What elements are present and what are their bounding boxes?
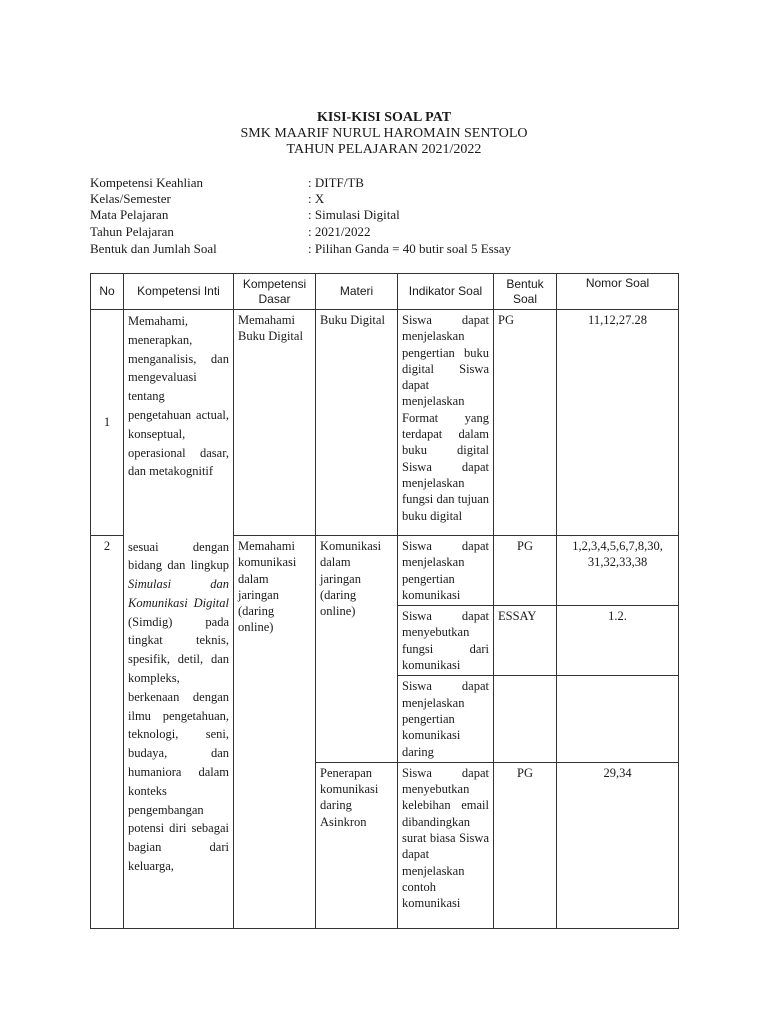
kompetensi-dasar: Memahami Buku Digital — [234, 310, 316, 536]
materi: Komunikasi dalam jaringan (daring online) — [316, 536, 398, 763]
school-name: SMK MAARIF NURUL HAROMAIN SENTOLO — [240, 126, 528, 141]
kompetensi-inti-part2 — [124, 536, 234, 929]
indikator-soal: Siswa dapat menjelaskan pengertian komunikasi daring — [398, 676, 494, 762]
materi: Penerapan komunikasi daring Asinkron — [316, 762, 398, 928]
nomor-soal: 11,12,27.28 — [557, 310, 679, 536]
indikator-soal: Siswa dapat menyebutkan fungsi dari komunikasi — [398, 606, 494, 676]
nomor-soal — [557, 676, 679, 762]
meta-label: Tahun Pelajaran — [90, 224, 174, 239]
header-ki: Kompetensi Inti — [124, 274, 234, 310]
header-bentuk: Bentuk Soal — [494, 274, 557, 310]
header-kd: Kompetensi Dasar — [234, 274, 316, 310]
ki-text: sesuai dengan bidang dan lingkup — [128, 539, 229, 573]
meta-value: : DITF/TB — [308, 175, 364, 190]
meta-label: Kelas/Semester — [90, 191, 171, 206]
kompetensi-dasar: Memahami komunikasi dalam jaringan (daring online) — [234, 536, 316, 929]
indikator-soal: Siswa dapat menjelaskan pengertian komunikasi — [398, 536, 494, 606]
header-nomor: Nomor Soal — [557, 274, 679, 310]
header-indikator: Indikator Soal — [398, 274, 494, 310]
bentuk-soal — [494, 676, 557, 762]
nomor-soal: 1,2,3,4,5,6,7,8,30, 31,32,33,38 — [557, 536, 679, 606]
bentuk-soal: PG — [494, 762, 557, 928]
nomor-soal: 1.2. — [557, 606, 679, 676]
meta-label: Bentuk dan Jumlah Soal — [90, 241, 217, 256]
meta-label: Mata Pelajaran — [90, 207, 169, 222]
nomor-soal: 29,34 — [557, 762, 679, 928]
meta-value: : Pilihan Ganda = 40 butir soal 5 Essay — [308, 241, 512, 256]
ki-text: (Simdig) pada tingkat teknis, spesifik, detil, dan kompleks, berkenaan dengan ilmu pengetahuan, teknologi, seni, budaya, dan humaniora dalam konteks pengembangan potensi diri sebagai bagian dari keluarga, — [128, 614, 229, 874]
indikator-soal: Siswa dapat menyebutkan kelebihan email dibandingkan surat biasa Siswa dapat menjelaskan contoh komunikasi — [398, 762, 494, 928]
ki-subject-italic: Simulasi dan Komunikasi Digital — [128, 577, 229, 610]
kisi-kisi-table — [90, 273, 679, 929]
meta-value: : Simulasi Digital — [308, 207, 400, 222]
header-materi: Materi — [316, 274, 398, 310]
bentuk-soal: PG — [494, 310, 557, 536]
meta-value: : 2021/2022 — [308, 224, 371, 239]
academic-year: TAHUN PELAJARAN 2021/2022 — [286, 142, 482, 157]
meta-label: Kompetensi Keahlian — [90, 175, 203, 190]
document-title: KISI-KISI SOAL PAT — [316, 110, 452, 125]
indikator-soal: Siswa dapat menjelaskan pengertian buku digital Siswa dapat menjelaskan Format yang terdapat dalam buku digital Siswa dapat menjelaskan fungsi dan tujuan buku digital — [398, 310, 494, 536]
meta-value: : X — [308, 191, 325, 206]
bentuk-soal: PG — [494, 536, 557, 606]
bentuk-soal: ESSAY — [494, 606, 557, 676]
materi: Buku Digital — [316, 310, 398, 536]
kompetensi-inti-part1: Memahami, menerapkan, menganalisis, dan mengevaluasi tentang pengetahuan actual, konseptual, operasional dasar, dan metakognitif — [124, 310, 234, 536]
table-row — [91, 536, 679, 606]
row-number: 2 — [91, 536, 124, 929]
header-no: No — [91, 274, 124, 310]
table-header-row — [91, 274, 679, 310]
row-number: 1 — [91, 310, 124, 536]
table-row — [91, 310, 679, 536]
